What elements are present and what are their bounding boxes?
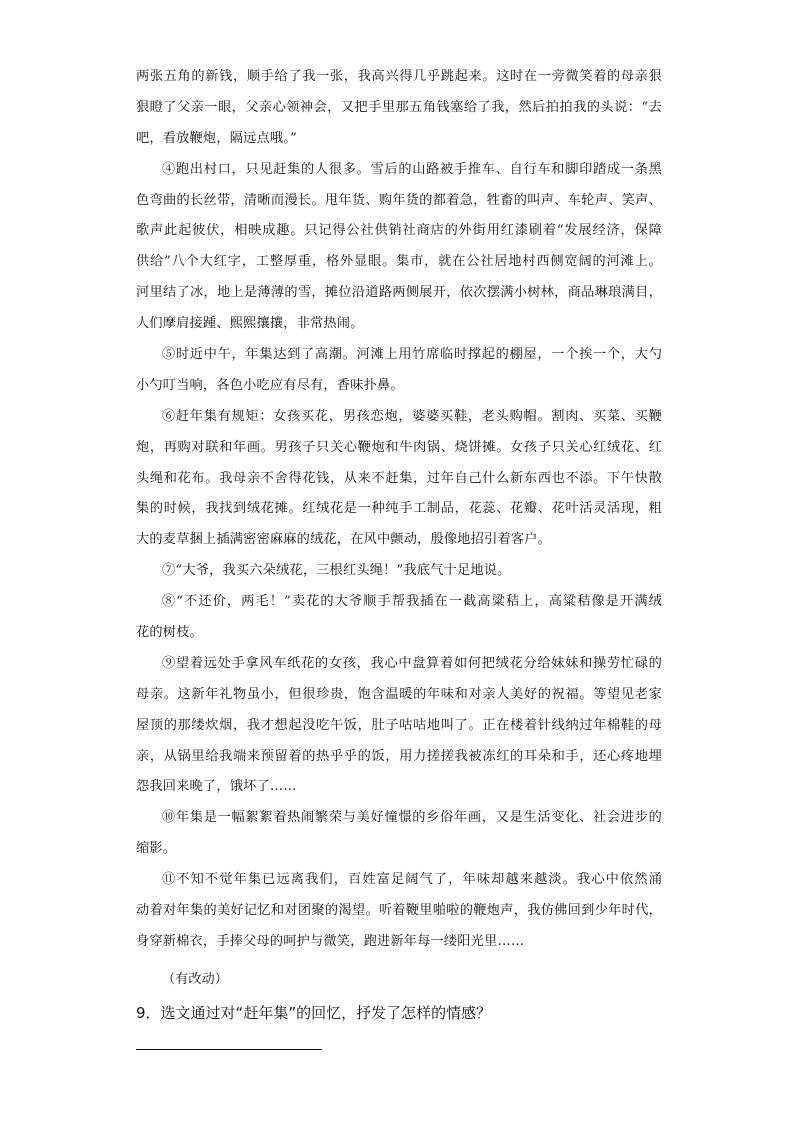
passage-line: ⑥赶年集有规矩：女孩买花，男孩恋炮，婆婆买鞋，老头购帽。割肉、买菜、买鞭: [162, 408, 662, 424]
passage-line: ④跑出村口，只见赶集的人很多。雪后的山路被手推车、自行车和脚印踏成一条黑: [162, 161, 662, 177]
passage-line: 亲，从锅里给我端来预留着的热乎乎的饭，用力搓搓我被冻红的耳朵和手，还心疼地埋: [136, 748, 662, 764]
passage-line: 动着对年集的美好记忆和对团聚的渴望。听着鞭里啪啦的鞭炮声，我仿佛回到少年时代，: [136, 903, 662, 919]
passage-line: 花的树枝。: [136, 625, 203, 641]
passage-line: 狠瞪了父亲一眼，父亲心领神会，又把手里那五角钱塞给了我，然后拍拍我的头说：“去: [136, 99, 662, 115]
passage-line: 歌声此起彼伏，相映成趣。只记得公社供销社商店的外街用红漆刷着“发展经济，保障: [136, 223, 662, 239]
passage-line: 人们摩肩接踵、熙熙攘攘，非常热闹。: [136, 316, 364, 332]
passage-line: 色弯曲的长丝带，清晰而漫长。甩年货、购年货的都着急，牲畜的叫声、车轮声、笑声、: [136, 192, 662, 208]
passage-line: 母亲。这新年礼物虽小，但很珍贵，饱含温暖的年味和对亲人美好的祝福。等望见老家: [136, 686, 662, 702]
passage-line: ⑩年集是一幅絮絮着热闹繁荣与美好憧憬的乡俗年画，又是生活变化、社会进步的: [162, 810, 662, 826]
passage-line: 缩影。: [136, 841, 177, 857]
passage-line: ⑪不知不觉年集已远离我们，百姓富足阔气了，年味却越来越淡。我心中依然涌: [162, 872, 662, 888]
passage-line: 河里结了冰，地上是薄薄的雪，摊位沿道路两侧展开，依次摆满小树林，商品琳琅满目，: [136, 285, 662, 301]
passage-line: ⑧“不还价，两毛！”卖花的大爷顺手帮我插在一截高粱秸上，高粱秸像是开满绒: [162, 594, 662, 610]
passage-line: 集的时候，我找到绒花摊。红绒花是一种纯手工制品，花蕊、花瓣、花叶活灵活现，粗: [136, 501, 662, 517]
passage-line: 供给”八个大红字，工整厚重，格外显眼。集市，就在公社居地村西侧宽阔的河滩上。: [136, 254, 662, 270]
reading-passage: [136, 62, 662, 958]
passage-line: 吧，看放鞭炮，隔远点哦。”: [136, 130, 297, 146]
question-9: 9．选文通过对“赶年集”的回忆，抒发了怎样的情感？: [136, 1004, 492, 1022]
passage-line: ⑤时近中午，年集达到了高潮。河滩上用竹席临时撑起的棚屋，一个挨一个，大勺: [162, 347, 662, 363]
answer-line[interactable]: [136, 1049, 322, 1050]
passage-line: 两张五角的新钱，顺手给了我一张，我高兴得几乎跳起来。这时在一旁微笑着的母亲狠: [136, 69, 662, 84]
passage-line: 屋顶的那缕炊烟，我才想起没吃午饭，肚子咕咕地叫了。正在楼着针线纳过年棉鞋的母: [136, 717, 662, 733]
passage-line: 小勺叮当响，各色小吃应有尽有，香味扑鼻。: [136, 377, 404, 393]
passage-line: 头绳和花布。我母亲不舍得花钱，从来不赶集，过年自己什么新东西也不添。下午快散: [136, 470, 662, 486]
passage-line: 怨我回来晚了，饿坏了……: [136, 779, 297, 795]
passage-line: 大的麦草捆上插满密密麻麻的绒花，在风中颤动，殷像地招引着客户。: [136, 532, 552, 548]
passage-line: ⑦“大爷，我买六朵绒花，三根红头绳！”我底气十足地说。: [162, 563, 511, 579]
passage-line: ⑨望着远处手拿风车纸花的女孩，我心中盘算着如何把绒花分给妹妹和操劳忙碌的: [162, 655, 662, 671]
adaptation-note: （有改动）: [162, 972, 228, 987]
passage-line: 身穿新棉衣，手捧父母的呵护与微笑，跑进新年每一缕阳光里……: [136, 933, 525, 949]
passage-line: 炮，再购对联和年画。男孩子只关心鞭炮和牛肉锅、烧饼摊。女孩子只关心红绒花、红: [136, 439, 662, 455]
